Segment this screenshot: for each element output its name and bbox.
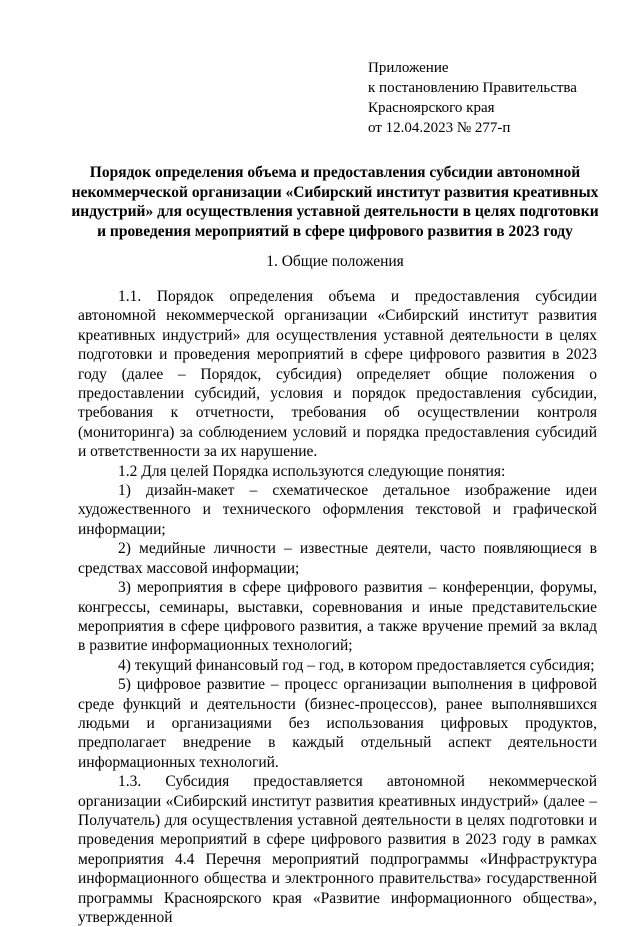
annex-line-1: Приложение [368,60,449,76]
annex-line-2: к постановлению Правительства [368,80,577,96]
definition-1: 1) дизайн-макет – схематическое детальное изображение идеи художественного и технического оформления текстовой и графической информации; [78,482,597,538]
annex-block [368,58,628,138]
document-title: Порядок определения объема и предоставления субсидии автономной некоммерческой организации «Сибирский институт развития креативных индустрий» для осуществления уставной деятельности в целях подготовки и проведения мероприятий в сфере цифрового развития в 2023 году [71,164,599,240]
definition-3: 3) мероприятия в сфере цифрового развития – конференции, форумы, конгрессы, семинары, выставки, соревнования и иные представительские мероприятия в сфере цифрового развития, а также вручение премий за вклад в развитие информационных технологий; [78,579,597,655]
paragraph-1-3: 1.3. Субсидия предоставляется автономной некоммерческой организации «Сибирский институт развития креативных индустрий» (далее – Получатель) для осуществления уставной деятельности в целях подготовки и проведения мероприятий в сфере цифрового развития в 2023 году в рамках мероприятия 4.4 Перечня мероприятий подпрограммы «Инфраструктура информационного общества и электронного правительства» государственной программы Красноярского края «Развитие информационного общества», утвержденной [78,773,597,926]
section-heading: 1. Общие положения [266,253,404,270]
paragraph-1-2: 1.2 Для целей Порядка используются следующие понятия: [118,462,506,480]
definition-4: 4) текущий финансовый год – год, в котором предоставляется субсидия; [118,656,595,674]
annex-line-4: от 12.04.2023 № 277-п [368,120,511,136]
definition-5: 5) цифровое развитие – процесс организации выполнения в цифровой среде функций и деятельности (бизнес-процессов), ранее выполнявшихся людьми и организациями без использования цифровых продуктов, предполагает внедрение в каждый отдельный аспект деятельности информационных технологий. [78,676,597,771]
definition-2: 2) медийные личности – известные деятели, часто появляющиеся в средствах массовой информации; [78,540,597,577]
paragraph-1-1: 1.1. Порядок определения объема и предоставления субсидии автономной некоммерческой организации «Сибирский институт развития креативных индустрий» для осуществления уставной деятельности в целях подготовки и проведения мероприятий в сфере цифрового развития в 2023 году (далее – Порядок, субсидия) определяет общие положения о предоставлении субсидий, условия и порядок предоставления субсидии, требования к отчетности, требования об осуществлении контроля (мониторинга) за соблюдением условий и порядка предоставления субсидий и ответственности за их нарушение. [78,288,597,461]
document-body [78,287,597,927]
annex-line-3: Красноярского края [368,100,495,116]
